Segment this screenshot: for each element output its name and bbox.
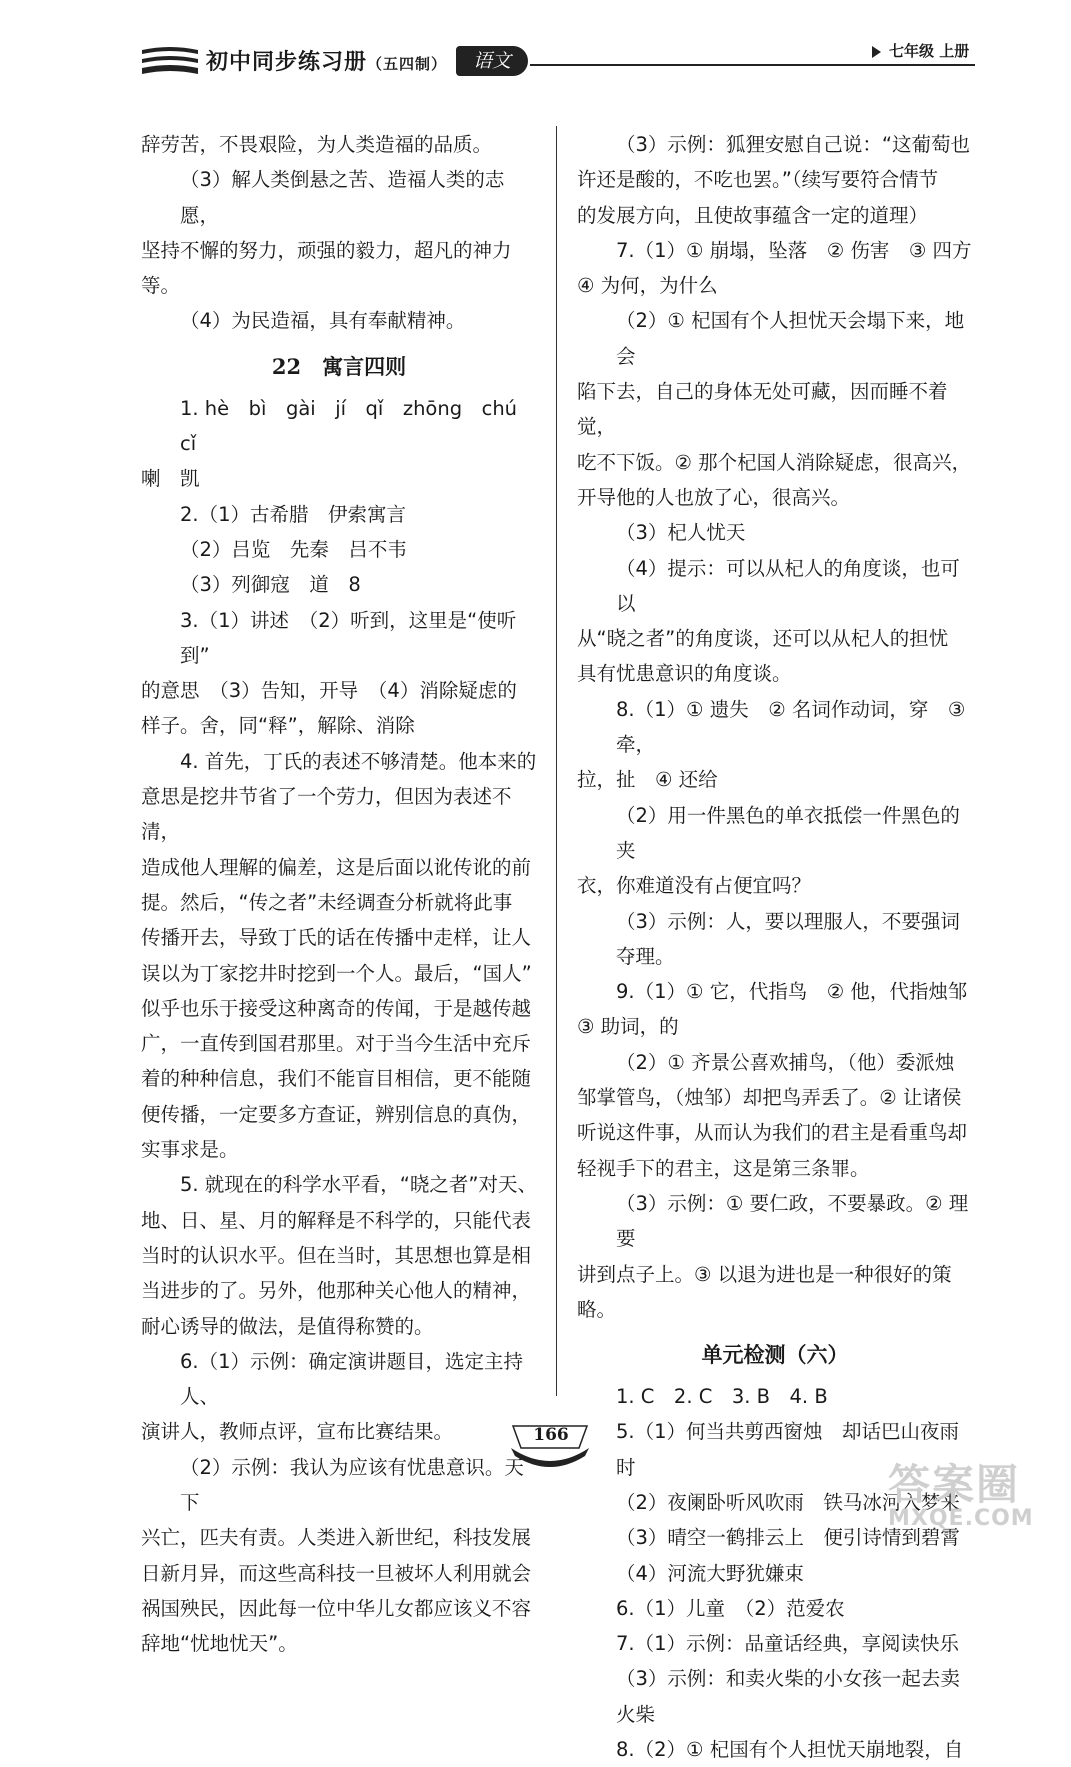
answer-line: （3）晴空一鹤排云上 便引诗情到碧霄 bbox=[616, 1526, 960, 1550]
answer-line: 6.（1）示例：确定演讲题目，选定主持人、 bbox=[180, 1349, 524, 1409]
answer-line: （3）解人类倒悬之苦、造福人类的志愿， bbox=[180, 168, 505, 227]
answer-line: 提。然后，“传之者”未经调查分析就将此事 bbox=[141, 890, 513, 914]
book-edition: （五四制） bbox=[367, 55, 448, 73]
book-title bbox=[206, 45, 447, 76]
answer-line: ④ 为何，为什么 bbox=[577, 274, 718, 298]
answer-line: ③ 助词，的 bbox=[577, 1015, 679, 1039]
answer-line: 听说这件事，从而认为我们的君主是看重鸟却 bbox=[577, 1121, 968, 1145]
answer-line: 祸国殃民，因此每一位中华儿女都应该义不容 bbox=[141, 1596, 532, 1620]
answer-line: 许还是酸的，不吃也罢。”（续写要符合情节 bbox=[577, 168, 939, 192]
answer-line: （2）① 齐景公喜欢捕鸟，（他）委派烛 bbox=[616, 1050, 955, 1074]
answer-line: 样子。舍，同“释”，解除、消除 bbox=[141, 714, 415, 738]
book-title-text: 初中同步练习册 bbox=[206, 50, 368, 75]
answer-line: 2.（1）古希腊 伊索寓言 bbox=[180, 502, 407, 526]
answer-line: 意思是挖井节省了一个劳力，但因为表述不清， bbox=[141, 785, 512, 844]
page-number-badge bbox=[505, 1418, 595, 1474]
answer-line: 衣，你难道没有占便宜吗？ bbox=[577, 874, 812, 898]
page-header bbox=[0, 0, 1071, 100]
answer-line: 具有忧患意识的角度谈。 bbox=[577, 662, 792, 686]
answer-line: （2）示例：我认为应该有忧患意识。天下 bbox=[180, 1455, 524, 1514]
answer-line: 兴亡，匹夫有责。人类进入新世纪，科技发展 bbox=[141, 1526, 532, 1550]
answer-line: 拉，扯 ④ 还给 bbox=[577, 768, 718, 792]
answer-line: 陷下去，自己的身体无处可藏，因而睡不着觉， bbox=[577, 380, 948, 439]
answer-line: 轻视手下的君主，这是第三条罪。 bbox=[577, 1156, 870, 1180]
answer-line: 5. 就现在的科学水平看，“晓之者”对天、 bbox=[180, 1173, 538, 1197]
answer-line: 误以为丁家挖井时挖到一个人。最后，“国人” bbox=[141, 961, 532, 985]
answer-line: 的意思 （3）告知，开导 （4）消除疑虑的 bbox=[141, 679, 517, 703]
answer-line: 造成他人理解的偏差，这是后面以讹传讹的前 bbox=[141, 855, 532, 879]
answer-line: 日新月异，而这些高科技一旦被坏人利用就会 bbox=[141, 1561, 532, 1585]
answer-line: （3）示例：① 要仁政，不要暴政。② 理要 bbox=[616, 1191, 969, 1251]
answer-line: 坚持不懈的努力，顽强的毅力，超凡的神力等。 bbox=[141, 238, 512, 298]
page-number: 166 bbox=[533, 1425, 569, 1445]
answer-line: 8.（1）① 遗失 ② 名词作动词，穿 ③ 牵， bbox=[616, 697, 966, 757]
answer-line: （2）夜阑卧听风吹雨 铁马冰河入梦来 bbox=[616, 1490, 960, 1514]
answer-line: （3）列御寇 道 8 bbox=[180, 573, 361, 597]
watermark-url: MXQE.COM bbox=[888, 1506, 1034, 1531]
answer-line: 开导他的人也放了心，很高兴。 bbox=[577, 485, 851, 509]
answer-line: 7.（1）示例：品童话经典，享阅读快乐 bbox=[616, 1632, 960, 1656]
answer-line: 便传播，一定要多方查证，辨别信息的真伪， bbox=[141, 1102, 532, 1126]
answer-line: （4）河流大野犹嫌束 bbox=[616, 1561, 804, 1585]
answer-line: （3）示例：人，要以理服人，不要强词夺理。 bbox=[616, 909, 960, 968]
watermark bbox=[888, 1452, 1068, 1532]
answer-line: 广，一直传到国君那里。对于当今生活中充斥 bbox=[141, 1032, 532, 1056]
answer-line: 邹掌管鸟，（烛邹）却把鸟弄丢了。② 让诸侯 bbox=[577, 1086, 962, 1110]
answer-line: 5.（1）何当共剪西窗烛 却话巴山夜雨时 bbox=[616, 1420, 960, 1479]
answer-line: 3.（1）讲述 （2）听到，这里是“使听到” bbox=[180, 608, 517, 667]
answer-line: 1. C 2. C 3. B 4. B bbox=[616, 1385, 828, 1409]
answer-line: 1. hè bì gài jí qǐ zhōng chú cǐ bbox=[180, 396, 537, 456]
subject-badge: 语文 bbox=[456, 46, 528, 76]
answer-line: 地、日、星、月的解释是不科学的，只能代表 bbox=[141, 1208, 532, 1232]
answer-line: 辞地“忧地忧天”。 bbox=[141, 1632, 298, 1656]
answer-line: （3）杞人忧天 bbox=[616, 521, 746, 545]
left-column bbox=[141, 127, 537, 1661]
answer-line: 喇 凯 bbox=[141, 467, 200, 491]
answer-line: 演讲人，教师点评，宣布比赛结果。 bbox=[141, 1420, 454, 1444]
answer-line: 7.（1）① 崩塌，坠落 ② 伤害 ③ 四方 bbox=[616, 238, 972, 262]
answer-line: 当进步的了。另外，他那种关心他人的精神， bbox=[141, 1279, 532, 1303]
answer-line: 耐心诱导的做法，是值得称赞的。 bbox=[141, 1314, 434, 1338]
header-rule bbox=[530, 64, 975, 66]
answer-line: （2）吕览 先秦 吕不韦 bbox=[180, 537, 407, 561]
answer-line: 当时的认识水平。但在当时，其思想也算是相 bbox=[141, 1243, 532, 1267]
answer-line: 似乎也乐于接受这种离奇的传闻，于是越传越 bbox=[141, 996, 532, 1020]
section-heading: 单元检测（六） bbox=[701, 1342, 849, 1368]
answer-line: 辞劳苦，不畏艰险，为人类造福的品质。 bbox=[141, 133, 493, 156]
answer-line: 8.（2）① 杞国有个人担忧天崩地裂，自 bbox=[616, 1738, 964, 1762]
play-triangle-icon bbox=[872, 46, 881, 58]
section-heading: 22 寓言四则 bbox=[271, 353, 407, 379]
answer-line: 实事求是。 bbox=[141, 1138, 239, 1162]
answer-line: 的发展方向，且使故事蕴含一定的道理） bbox=[577, 203, 929, 227]
answer-line: 讲到点子上。③ 以退为进也是一种很好的策略。 bbox=[577, 1262, 952, 1321]
grade-text: 七年级 上册 bbox=[889, 42, 970, 60]
answer-line: 9.（1）① 它，代指鸟 ② 他，代指烛邹 bbox=[616, 980, 968, 1004]
answer-line: （2）① 杞国有个人担忧天会塌下来，地会 bbox=[616, 309, 965, 368]
answer-line: （4）提示：可以从杞人的角度谈，也可以 bbox=[616, 556, 960, 615]
answer-line: 6.（1）儿童 （2）范爱农 bbox=[616, 1596, 845, 1620]
answer-line: 着的种种信息，我们不能盲目相信，更不能随 bbox=[141, 1067, 532, 1091]
watermark-main: 答案圈 bbox=[888, 1460, 1021, 1509]
answer-line: 吃不下饭。② 那个杞国人消除疑虑，很高兴， bbox=[577, 450, 972, 474]
book-logo-icon bbox=[140, 44, 202, 80]
answer-line: （4）为民造福，具有奉献精神。 bbox=[180, 309, 466, 333]
answer-line: （3）示例：狐狸安慰自己说：“这葡萄也 bbox=[616, 133, 971, 156]
answer-line: 传播开去，导致丁氏的话在传播中走样，让人 bbox=[141, 926, 532, 950]
answer-line: （2）用一件黑色的单衣抵偿一件黑色的夹 bbox=[616, 803, 960, 862]
grade-label bbox=[872, 40, 969, 61]
answer-line: 从“晓之者”的角度谈，还可以从杞人的担忧 bbox=[577, 627, 949, 651]
answer-line: 4. 首先，丁氏的表述不够清楚。他本来的 bbox=[180, 749, 537, 773]
column-divider bbox=[556, 126, 557, 1396]
answer-line: （3）示例：和卖火柴的小女孩一起去卖火柴 bbox=[616, 1667, 960, 1726]
